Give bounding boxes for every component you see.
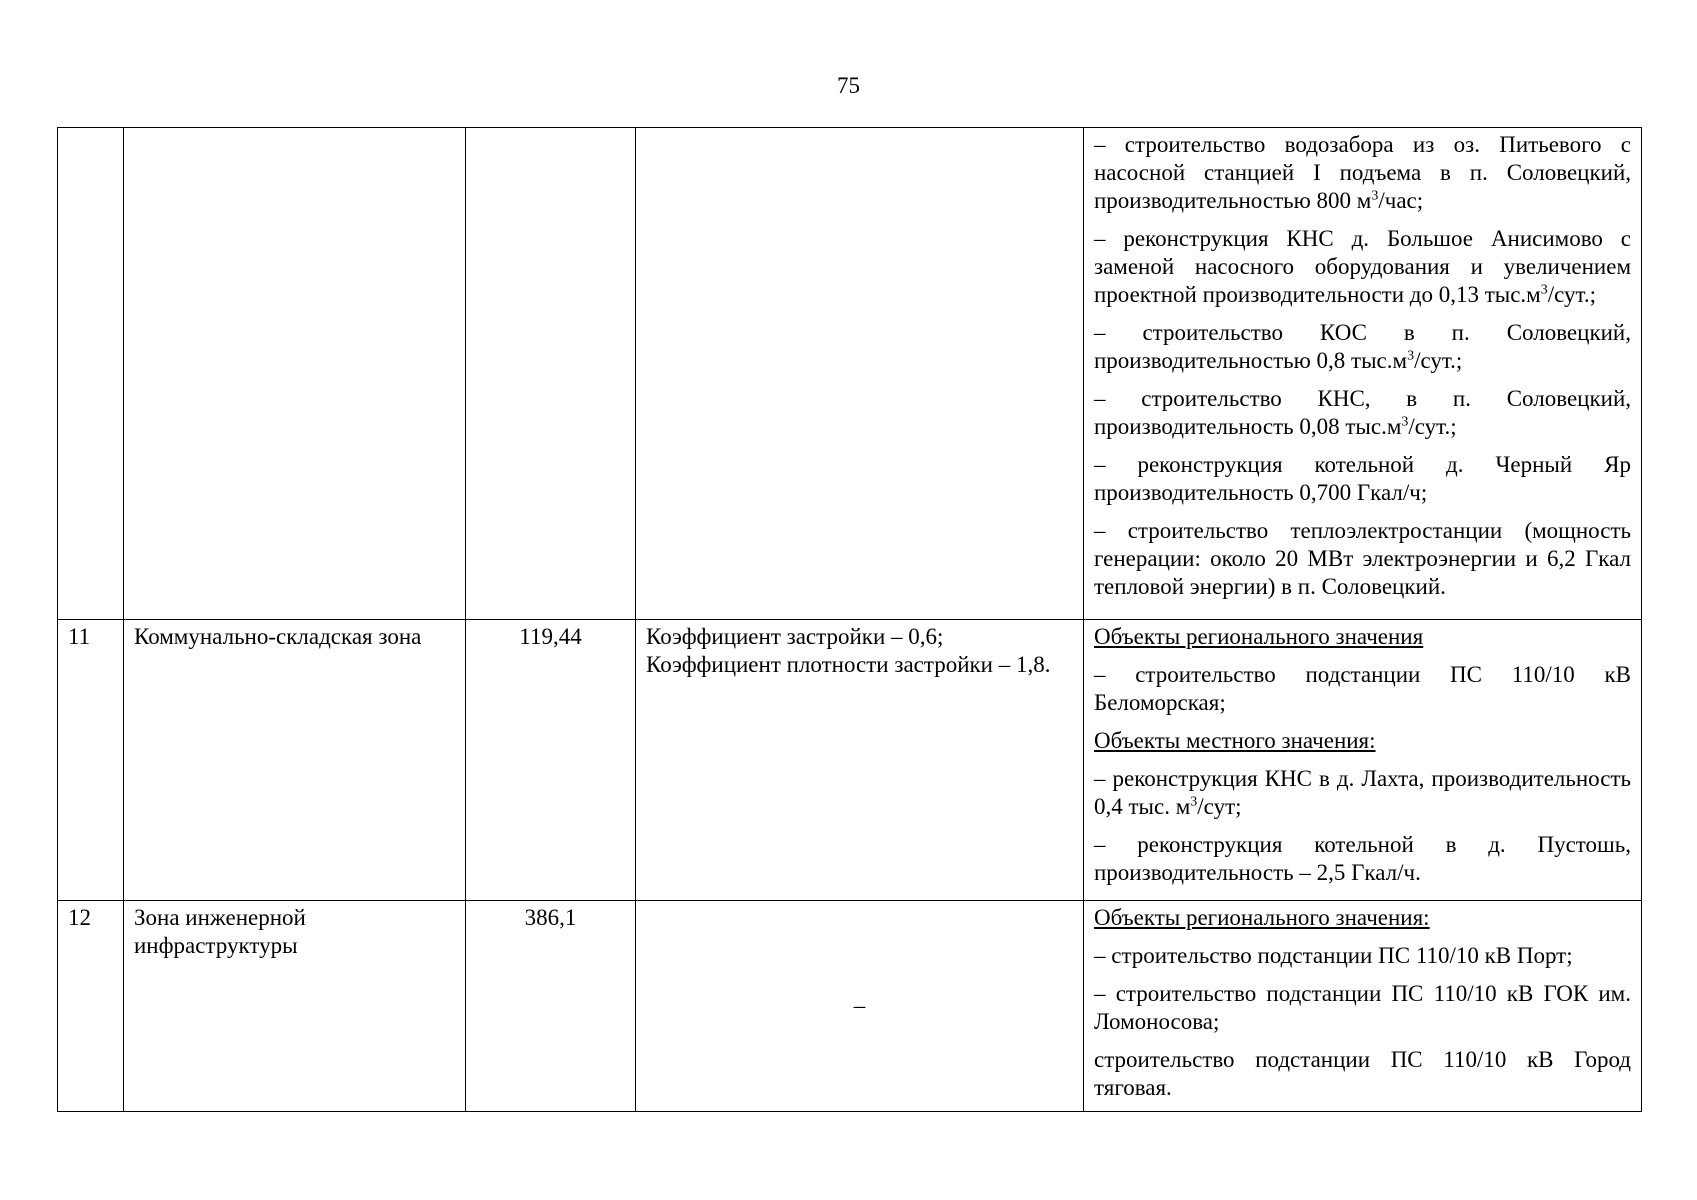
- area-cell: 386,1: [466, 901, 636, 1112]
- object-item: – строительство КНС, в п. Соловецкий, производительность 0,08 $тыс.м^3$/сут.;: [1094, 386, 1631, 439]
- params-line: Коэффициент застройки – 0,6;: [646, 624, 944, 649]
- object-item: – реконструкция КНС в д. Лахта, производительность 0,4 тыс. $м^3$/сут;: [1094, 766, 1631, 819]
- row-number-cell: [58, 128, 124, 620]
- page-number: 75: [837, 73, 860, 98]
- object-item: строительство подстанции ПС 110/10 кВ Город тяговая.: [1094, 1047, 1631, 1100]
- object-item: – реконструкция котельной в д. Пустошь, производительность – 2,5 Гкал/ч.: [1094, 832, 1631, 885]
- zones-table: [57, 127, 1642, 1112]
- regional-objects-header: Объекты регионального значения: [1094, 624, 1424, 649]
- object-item: – строительство КОС в п. Соловецкий, производительностью 0,8 $тыс.м^3$/сут.;: [1094, 320, 1631, 373]
- object-item: – строительство подстанции ПС 110/10 кВ Беломорская;: [1094, 662, 1631, 715]
- objects-cell: [1084, 620, 1642, 901]
- objects-cell: [1084, 128, 1642, 620]
- object-item: – строительство подстанции ПС 110/10 кВ Порт;: [1094, 943, 1573, 968]
- area-cell: [466, 128, 636, 620]
- object-item: – строительство подстанции ПС 110/10 кВ ГОК им. Ломоносова;: [1094, 981, 1631, 1034]
- row-number-cell: 11: [58, 620, 124, 901]
- zone-name-cell: Зона инженерной инфраструктуры: [124, 901, 466, 1112]
- area-cell: 119,44: [466, 620, 636, 901]
- object-item: – реконструкция котельной д. Черный Яр производительность 0,700 Гкал/ч;: [1094, 452, 1631, 505]
- params-cell: –: [636, 901, 1084, 1112]
- object-item: – строительство теплоэлектростанции (мощность генерации: около 20 МВт электроэнергии и 6,2 Гкал тепловой энергии) в п. Соловецкий.: [1094, 518, 1631, 599]
- params-line: Коэффициент плотности застройки – 1,8.: [646, 652, 1051, 677]
- local-objects-header: Объекты местного значения:: [1094, 728, 1376, 753]
- table-row: [58, 620, 1642, 901]
- zone-name-cell: [124, 128, 466, 620]
- zone-name-cell: Коммунально-складская зона: [124, 620, 466, 901]
- object-item: – реконструкция КНС д. Большое Анисимово с заменой насосного оборудования и увеличением проектной производительности до 0,13 $тыс.м^3$/сут.;: [1094, 226, 1631, 307]
- object-item: – строительство водозабора из оз. Питьевого с насосной станцией I подъема в п. Соловецкий, производительностью 800 $м^3$/час;: [1094, 132, 1631, 213]
- row-number-cell: 12: [58, 901, 124, 1112]
- params-cell: [636, 620, 1084, 901]
- table-row: [58, 901, 1642, 1112]
- params-cell: [636, 128, 1084, 620]
- table-row: [58, 128, 1642, 620]
- objects-cell: [1084, 901, 1642, 1112]
- regional-objects-header: Объекты регионального значения:: [1094, 905, 1430, 930]
